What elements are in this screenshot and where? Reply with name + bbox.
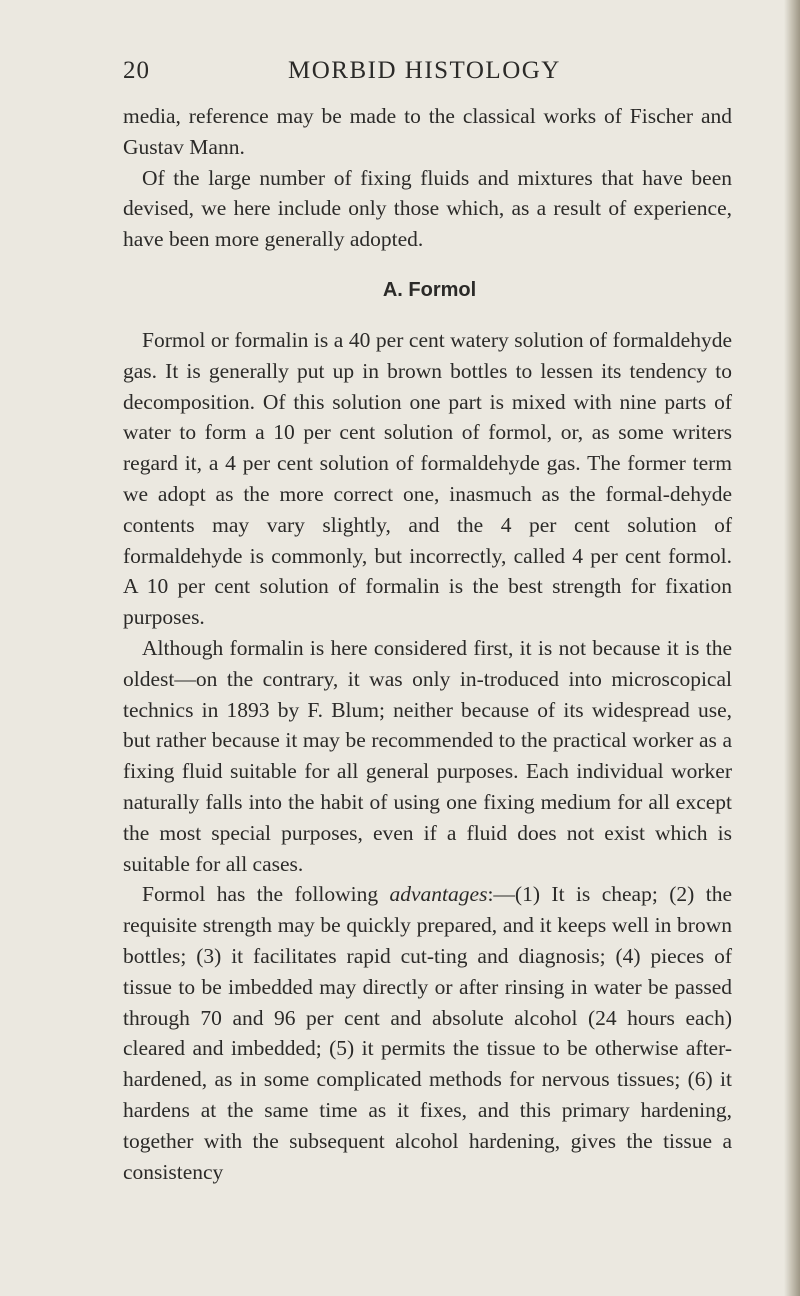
page-number: 20	[123, 57, 150, 84]
page-edge-shadow	[784, 0, 800, 1296]
paragraph-5-emphasis: advantages	[389, 882, 488, 907]
paragraph-3: Formol or formalin is a 40 per cent watery solution of formaldehyde gas. It is generally put up in brown bottles to lessen its tendency to decomposition. Of this solution one part is mixed with nine parts of water to form a 10 per cent solution of formol, or, as some writers regard it, a 4 per cent solution of formaldehyde gas. The former term we adopt as the more correct one, inasmuch as the formal-dehyde contents may vary slightly, and the 4 per cent solution of formaldehyde is commonly, but incorrectly, called 4 per cent formol. A 10 per cent solution of formalin is the best strength for fixation purposes.	[123, 327, 732, 630]
paragraph-2: Of the large number of fixing fluids and mixtures that have been devised, we here include only those which, as a result of experience, have been more generally adopted.	[123, 165, 732, 252]
paragraph-1: media, reference may be made to the classical works of Fischer and Gustav Mann.	[123, 104, 732, 159]
paragraph-5-rest: :—(1) It is cheap; (2) the requisite strength may be quickly prepared, and it keeps well in brown bottles; (3) it facilitates rapid cut-ting and diagnosis; (4) pieces of tissue to be imbedded may directly or after rinsing in water be passed through 70 and 96 per cent and absolute alcohol (24 hours each) cleared and imbedded; (5) it permits the tissue to be otherwise after-hardened, as in some complicated methods for nervous tissues; (6) it hardens at the same time as it fixes, and this primary hardening, together with the subsequent alcohol hardening, gives the tissue a consistency	[123, 882, 732, 1184]
running-title: MORBID HISTOLOGY	[288, 57, 561, 84]
section-heading: A. Formol	[382, 278, 477, 301]
paragraph-4: Although formalin is here considered first, it is not because it is the oldest—on the contrary, it was only in-troduced into microscopical technics in 1893 by F. Blum; neither because of its widespread use, but rather because it may be recommended to the practical worker as a fixing fluid suitable for all general purposes. Each individual worker naturally falls into the habit of using one fixing medium for all except the most special purposes, even if a fluid does not exist which is suitable for all cases.	[123, 635, 732, 876]
body-text	[123, 101, 732, 1187]
paragraph-5	[123, 879, 732, 1187]
paragraph-5-start: Formol has the following	[142, 882, 390, 907]
